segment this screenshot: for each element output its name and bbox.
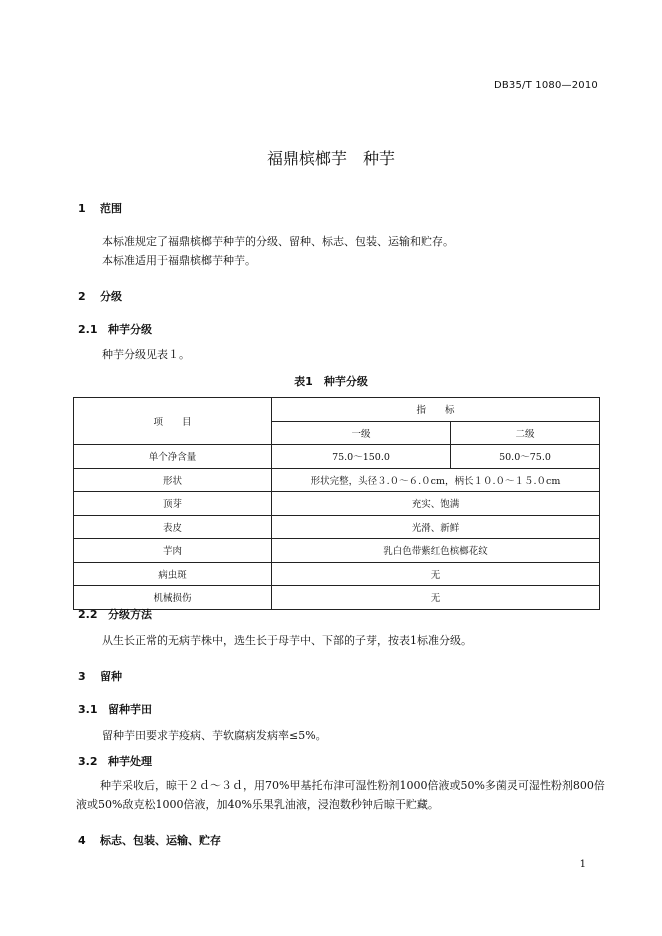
item-cell: 表皮 bbox=[74, 515, 272, 539]
section-title: 范围 bbox=[100, 202, 122, 215]
value-cell: 乳白色带紫红色槟榔花纹 bbox=[272, 539, 600, 563]
header-index-cell: 指 标 bbox=[272, 398, 600, 422]
item-cell: 单个净含量 bbox=[74, 445, 272, 469]
section-number: 2 bbox=[78, 290, 86, 303]
section-2-heading bbox=[78, 288, 122, 304]
value-cell: 形状完整，头径３.０～６.０cm，柄长１０.０～１５.０cm bbox=[272, 468, 600, 492]
item-cell: 形状 bbox=[74, 468, 272, 492]
page-number: 1 bbox=[579, 859, 586, 870]
grade-1-cell: 75.0～150.0 bbox=[272, 445, 451, 469]
table-header-row bbox=[74, 398, 600, 422]
grade-2-header: 二级 bbox=[451, 421, 600, 445]
item-cell: 芋肉 bbox=[74, 539, 272, 563]
section-number: 2.2 bbox=[78, 608, 98, 621]
section-2-2-heading bbox=[78, 606, 152, 622]
value-cell: 充实、饱满 bbox=[272, 492, 600, 516]
section-title: 分级方法 bbox=[108, 608, 152, 621]
paragraph: 种芋分级见表１。 bbox=[102, 348, 190, 361]
table-row bbox=[74, 515, 600, 539]
table-row bbox=[74, 445, 600, 469]
standard-number: DB35/T 1080—2010 bbox=[493, 80, 598, 91]
section-title: 分级 bbox=[100, 290, 122, 303]
document-title: 福鼎槟榔芋 种芋 bbox=[266, 149, 395, 168]
section-number: 3.2 bbox=[78, 755, 98, 768]
table-row bbox=[74, 539, 600, 563]
item-cell: 机械损伤 bbox=[74, 586, 272, 610]
table-row bbox=[74, 468, 600, 492]
section-number: 1 bbox=[78, 202, 86, 215]
header-item-cell: 项 目 bbox=[74, 398, 272, 445]
section-4-heading bbox=[78, 832, 221, 848]
table-row bbox=[74, 562, 600, 586]
section-3-1-heading bbox=[78, 701, 152, 717]
paragraph: 种芋采收后，晾干２ｄ～３ｄ，用70%甲基托布津可湿性粉剂1000倍液或50%多菌灵可湿性粉剂800倍液或50%敌克松1000倍液，加40%乐果乳油液，浸泡数秒钟后晾干贮藏。 bbox=[76, 779, 605, 811]
section-2-1-heading bbox=[78, 321, 152, 337]
value-cell: 光滑、新鲜 bbox=[272, 515, 600, 539]
table-caption: 表1 种芋分级 bbox=[294, 375, 368, 388]
section-number: 3.1 bbox=[78, 703, 98, 716]
paragraph: 留种芋田要求芋疫病、芋软腐病发病率≤5%。 bbox=[102, 729, 327, 742]
section-number: 3 bbox=[78, 670, 86, 683]
paragraph: 从生长正常的无病芋株中，选生长于母芋中、下部的子芽，按表1标准分级。 bbox=[102, 634, 472, 647]
item-cell: 顶芽 bbox=[74, 492, 272, 516]
grade-2-cell: 50.0～75.0 bbox=[451, 445, 600, 469]
grading-table bbox=[73, 397, 600, 610]
paragraph: 本标准规定了福鼎槟榔芋种芋的分级、留种、标志、包装、运输和贮存。 bbox=[102, 235, 454, 248]
section-title: 留种 bbox=[100, 670, 122, 683]
paragraph: 本标准适用于福鼎槟榔芋种芋。 bbox=[102, 254, 256, 267]
section-number: 4 bbox=[78, 834, 86, 847]
section-3-heading bbox=[78, 668, 122, 684]
section-title: 留种芋田 bbox=[108, 703, 152, 716]
section-number: 2.1 bbox=[78, 323, 98, 336]
section-title: 种芋处理 bbox=[108, 755, 152, 768]
grade-1-header: 一级 bbox=[272, 421, 451, 445]
item-cell: 病虫斑 bbox=[74, 562, 272, 586]
section-title: 标志、包装、运输、贮存 bbox=[100, 834, 221, 847]
section-1-heading bbox=[78, 200, 122, 216]
section-title: 种芋分级 bbox=[108, 323, 152, 336]
value-cell: 无 bbox=[272, 586, 600, 610]
table-row bbox=[74, 586, 600, 610]
section-3-2-heading bbox=[78, 753, 152, 769]
value-cell: 无 bbox=[272, 562, 600, 586]
table-row bbox=[74, 492, 600, 516]
